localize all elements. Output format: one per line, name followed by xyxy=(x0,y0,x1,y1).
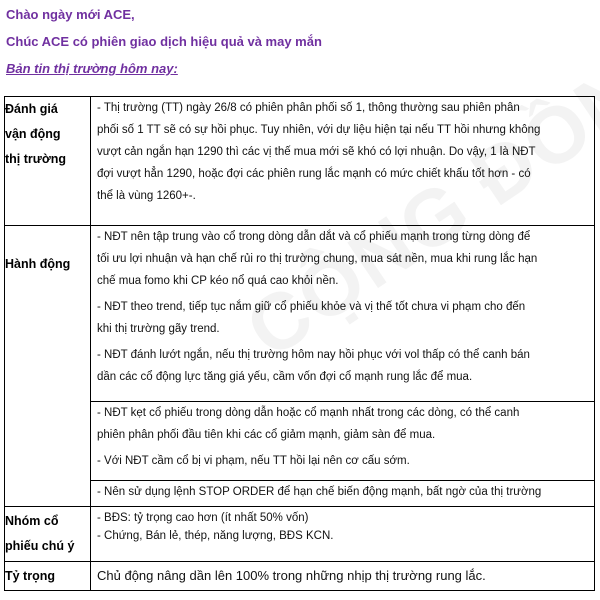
label-danh-gia: Đánh giá vận động thị trường xyxy=(5,97,91,226)
content-danh-gia xyxy=(91,97,595,226)
hanh-dong-block-3: - Nên sử dụng lệnh STOP ORDER để hạn chế biến động mạnh, bất ngờ của thị trường xyxy=(91,480,594,506)
content-hanh-dong xyxy=(91,226,595,507)
market-bulletin-table xyxy=(4,96,595,591)
danh-gia-line: thể là vùng 1260+-. xyxy=(97,190,196,202)
greeting-header xyxy=(6,6,596,77)
content-nhom-co-phieu: - BĐS: tỷ trọng cao hơn (ít nhất 50% vốn) - Chứng, Bán lẻ, thép, năng lượng, BĐS KCN. xyxy=(91,507,595,562)
danh-gia-line: phối số 1 TT sẽ có sự hồi phục. Tuy nhiên, với dự liệu hiện tại nếu TT hồi nhưng không xyxy=(97,124,541,136)
greeting-line-1: Chào ngày mới ACE, xyxy=(6,7,135,22)
content-ty-trong: Chủ động nâng dần lên 100% trong những nhịp thị trường rung lắc. xyxy=(91,562,595,591)
row-danh-gia xyxy=(5,97,595,226)
greeting-line-2: Chúc ACE có phiên giao dịch hiệu quả và may mắn xyxy=(6,34,322,49)
danh-gia-line: vượt cản ngắn hạn 1290 thì các vị thế mua mới sẽ khó có lợi nhuận. Do vậy, 1 là NĐT xyxy=(97,146,536,158)
bulletin-heading: Bản tin thị trường hôm nay: xyxy=(6,61,178,76)
danh-gia-line: - Thị trường (TT) ngày 26/8 có phiên phân phối số 1, thông thường sau phiên phân xyxy=(97,102,520,114)
hanh-dong-block-1: - NĐT nên tập trung vào cổ trong dòng dẫn dắt và cổ phiếu mạnh trong từng dòng để tối ưu lợi nhuận và hạn chế rủi ro thị trường chung, mua sát nền, mua khi rung lắc hạn chế mua fomo khi CP kéo nổ quá cao khỏi nền. - NĐT theo trend, tiếp tục nắm giữ cổ phiếu khỏe và vị thế tốt chưa vi phạm cho đến khi thị trường gãy trend. - NĐT đánh lướt ngắn, nếu thị trường hôm nay hồi phục với vol thấp có thể canh bán dần các cổ động lực tăng giá yếu, cầm vốn đợi cổ mạnh rung lắc để mua. xyxy=(97,231,538,383)
danh-gia-line: đợi vượt hẳn 1290, hoặc đợi các phiên rung lắc mạnh có mức chiết khấu tốt hơn - có xyxy=(97,168,531,180)
label-nhom-co-phieu: Nhóm cổ phiếu chú ý xyxy=(5,507,91,562)
row-nhom-co-phieu xyxy=(5,507,595,562)
row-ty-trong xyxy=(5,562,595,591)
row-hanh-dong xyxy=(5,226,595,507)
label-hanh-dong: Hành động xyxy=(5,226,91,507)
label-ty-trong: Tỷ trọng xyxy=(5,562,91,591)
hanh-dong-block-2: - NĐT kẹt cổ phiếu trong dòng dẫn hoặc cổ mạnh nhất trong các dòng, có thể canh phiên phân phối đầu tiên khi các cổ giảm mạnh, giảm sàn để mua. - Với NĐT cầm cổ bị vi phạm, nếu TT hồi lại nên cơ cấu sớm. xyxy=(91,401,594,480)
